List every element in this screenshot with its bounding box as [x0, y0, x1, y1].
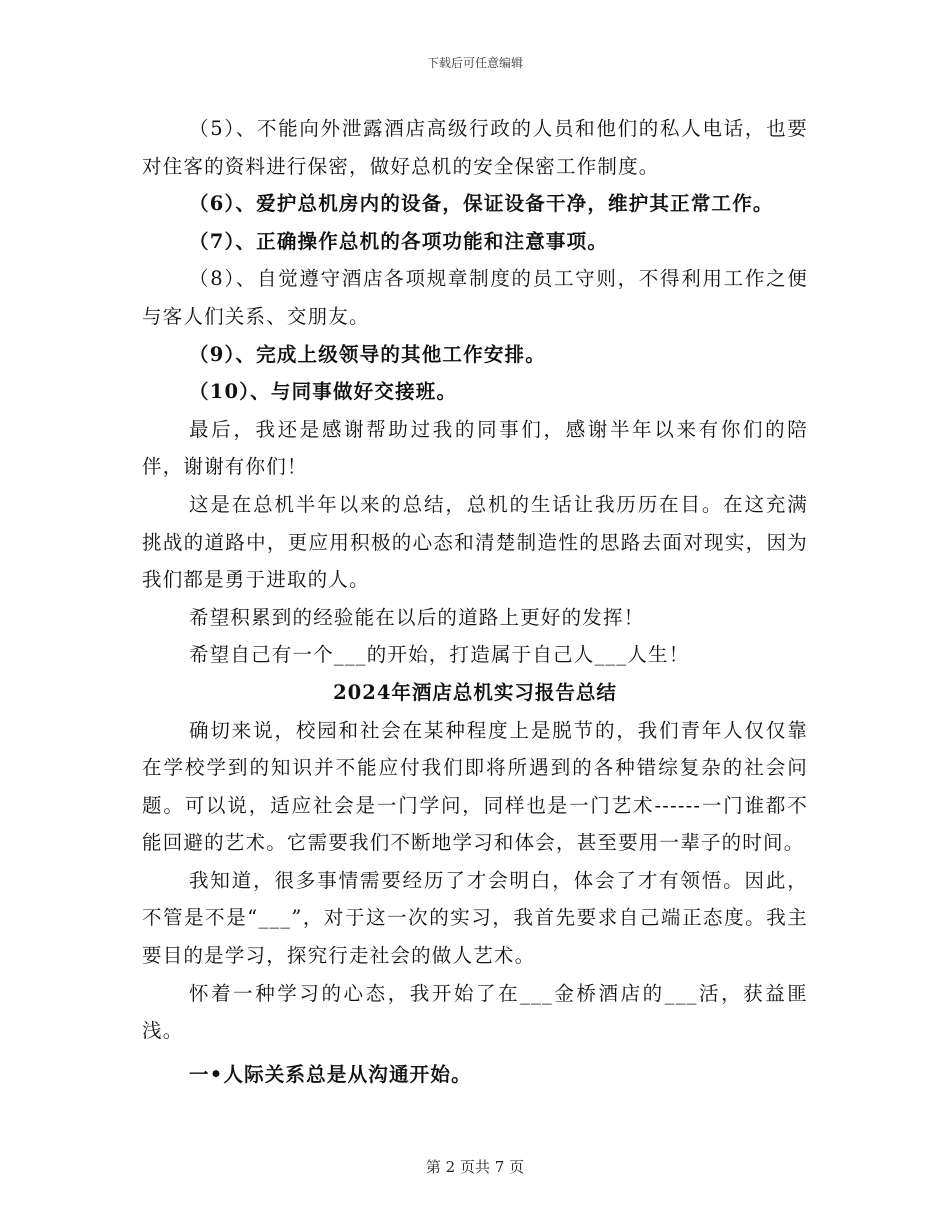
- summary-paragraph: 这是在总机半年以来的总结，总机的生话让我历历在目。在这充满挑战的道路中，更应用积极的心态和清楚制造性的思路去面对现实，因为我们都是勇于进取的人。: [142, 492, 808, 592]
- attitude-paragraph: 我知道，很多事情需要经历了才会明白，体会了才有领悟。因此，不管是不是“___”，对于这一次的实习，我首先要求自己端正态度。我主要目的是学习，探究行走社会的做人艺术。: [142, 868, 808, 968]
- page-header: 下载后可任意编辑: [426, 56, 523, 70]
- intro-paragraph: 确切来说，校园和社会在某种程度上是脱节的，我们青年人仅仅靠在学校学到的知识并不能应付我们即将所遇到的各种错综复杂的社会问题。可以说，适应社会是一门学问，同样也是一门艺术------一门谁都不能回避的艺术。它需要我们不断地学习和体会，甚至要用一辈子的时间。: [142, 718, 808, 855]
- document-body: [142, 110, 808, 1093]
- item-10-paragraph: （10）、与同事做好交接班。: [189, 380, 458, 404]
- thanks-paragraph: 最后，我还是感谢帮助过我的同事们，感谢半年以来有你们的陪伴，谢谢有你们！: [142, 417, 808, 479]
- page-footer: 第 2 页共 7 页: [425, 1158, 525, 1176]
- hope-paragraph-1: 希望积累到的经验能在以后的道路上更好的发挥！: [189, 605, 645, 629]
- start-paragraph: 怀着一种学习的心态，我开始了在___金桥酒店的___活，获益匪浅。: [142, 981, 808, 1043]
- hope-paragraph-2: 希望自己有一个___的开始，打造属于自己人___人生！: [189, 643, 690, 667]
- item-6-paragraph: （6）、爱护总机房内的设备，保证设备干净，维护其正常工作。: [189, 192, 774, 216]
- item-7-paragraph: （7）、正确操作总机的各项功能和注意事项。: [189, 229, 609, 253]
- subheading: 一•人际关系总是从沟通开始。: [189, 1062, 472, 1086]
- item-5-paragraph: （5）、不能向外泄露酒店高级行政的人员和他们的私人电话，也要对住客的资料进行保密，做好总机的安全保密工作制度。: [142, 117, 808, 178]
- item-9-paragraph: （9）、完成上级领导的其他工作安排。: [189, 342, 546, 366]
- item-8-paragraph: （8）、自觉遵守酒店各项规章制度的员工守则，不得利用工作之便与客人们关系、交朋友。: [142, 267, 808, 328]
- section-title: 2024年酒店总机实习报告总结: [333, 680, 617, 704]
